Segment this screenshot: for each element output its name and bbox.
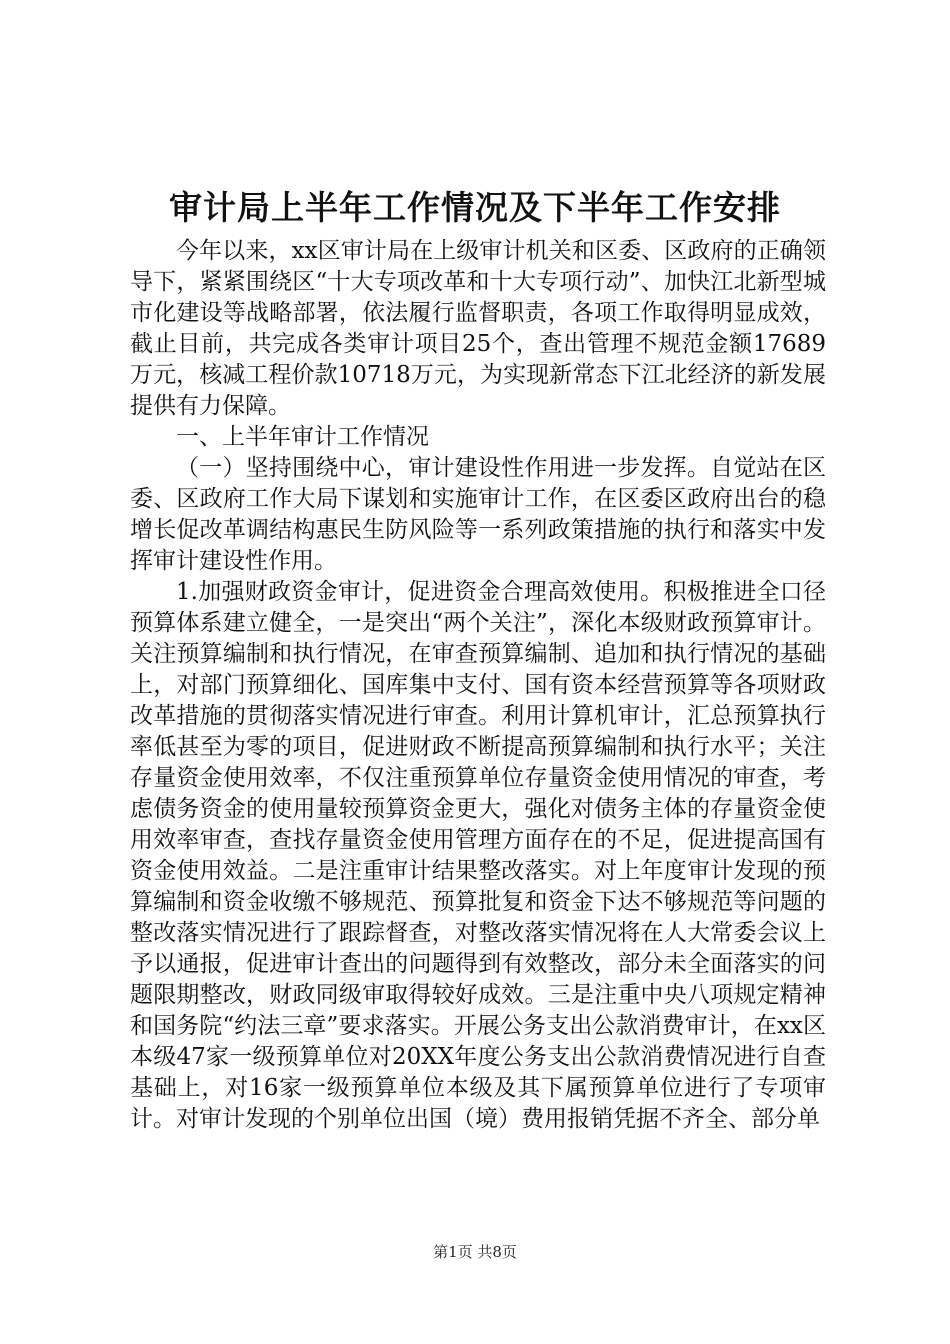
item-paragraph: 1.加强财政资金审计，促进资金合理高效使用。积极推进全口径预算体系建立健全，一是突出“两个关注”，深化本级财政预算审计。关注预算编制和执行情况，在审查预算编制、追加和执行情况的基础上，对部门预算细化、国库集中支付、国有资本经营预算等各项财政改革措施的贯彻落实情况进行审查。利用计算机审计，汇总预算执行率低甚至为零的项目，促进财政不断提高预算编制和执行水平；关注存量资金使用效率，不仅注重预算单位存量资金使用情况的审查，考虑债务资金的使用量较预算资金更大，强化对债务主体的存量资金使用效率审查，查找存量资金使用管理方面存在的不足，促进提高国有资金使用效益。二是注重审计结果整改落实。对上年度审计发现的预算编制和资金收缴不够规范、预算批复和资金下达不够规范等问题的整改落实情况进行了跟踪督查，对整改落实情况将在人大常委会议上予以通报，促进审计查出的问题得到有效整改，部分未全面落实的问题限期整改，财政同级审取得较好成效。三是注重中央八项规定精神和国务院“约法三章”要求落实。开展公务支出公款消费审计，在xx区本级47家一级预算单位对20XX年度公务支出公款消费情况进行自查基础上，对16家一级预算单位本级及其下属预算单位进行了专项审计。对审计发现的个别单位出国（境）费用报销凭据不齐全、部分单: [130, 579, 826, 1132]
intro-paragraph: 今年以来，xx区审计局在上级审计机关和区委、区政府的正确领导下，紧紧围绕区“十大专项改革和十大专项行动”、加快江北新型城市化建设等战略部署，依法履行监督职责，各项工作取得明显成效，截止目前，共完成各类审计项目25个，查出管理不规范金额17689万元，核减工程价款10718万元，为实现新常态下江北经济的新发展提供有力保障。: [130, 238, 826, 419]
page-footer: 第1页 共8页: [433, 1243, 517, 1261]
document-body: [130, 236, 826, 1135]
document-title: 审计局上半年工作情况及下半年工作安排: [169, 188, 781, 227]
section-heading: 一、上半年审计工作情况: [176, 424, 429, 450]
subsection-paragraph: （一）坚持围绕中心，审计建设性作用进一步发挥。自觉站在区委、区政府工作大局下谋划和实施审计工作，在区委区政府出台的稳增长促改革调结构惠民生防风险等一系列政策措施的执行和落实中发挥审计建设性作用。: [130, 455, 826, 574]
